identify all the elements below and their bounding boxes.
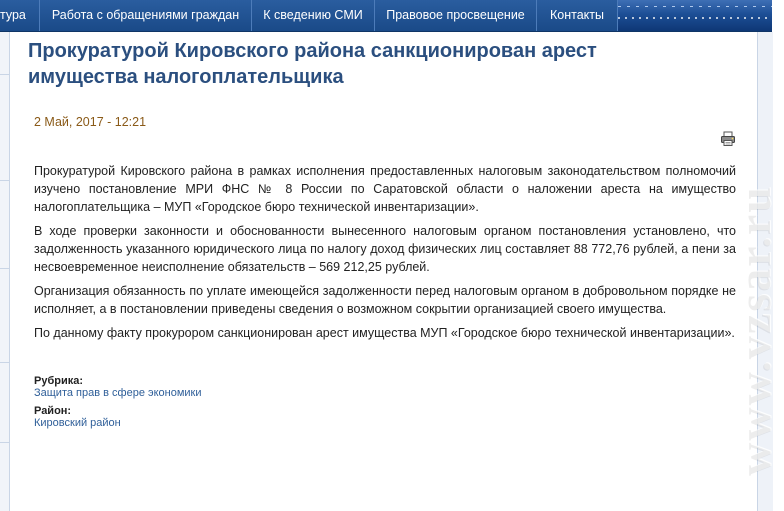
nav-item-prokuratura[interactable]: тура xyxy=(0,0,40,31)
nav-item-media[interactable]: К сведению СМИ xyxy=(252,0,375,31)
right-sidebar-edge xyxy=(757,32,773,511)
rubric-link[interactable]: Защита прав в сфере экономики xyxy=(34,387,202,399)
article-paragraph: Прокуратурой Кировского района в рамках исполнения предоставленных налоговым законодательством полномочий изучено постановление МРИ ФНС № 8 России по Саратовской области о наложении ареста на имущество налогоплательщика – МУП «Городское бюро технической инвентаризации». xyxy=(34,164,736,214)
district-link[interactable]: Кировский район xyxy=(34,417,121,429)
rubric-label: Рубрика: xyxy=(34,375,84,387)
left-sidebar-edge xyxy=(0,32,10,511)
nav-item-contacts[interactable]: Контакты xyxy=(537,0,618,31)
printer-icon[interactable] xyxy=(720,131,736,147)
nav-item-citizen-appeals[interactable]: Работа с обращениями граждан xyxy=(40,0,252,31)
district-label: Район: xyxy=(34,405,72,417)
article-body xyxy=(34,162,736,348)
watermark-text: www.vzsar.ru xyxy=(728,184,780,476)
article-date: 2 Май, 2017 - 12:21 xyxy=(34,115,147,129)
rubric-block xyxy=(34,375,434,399)
article-paragraph: Организация обязанность по уплате имеющейся задолженности перед налоговым органом в добровольном порядке не исполняет, а в постановлении приведены сведения о возможном сокрытии организацией своего имущества. xyxy=(34,284,736,316)
top-navigation xyxy=(0,0,772,32)
header-decoration xyxy=(618,0,772,31)
nav-item-legal-education[interactable]: Правовое просвещение xyxy=(375,0,537,31)
district-block xyxy=(34,405,434,429)
page-title: Прокуратурой Кировского района санкционирован арест имущества налогоплательщика xyxy=(28,40,597,88)
article-paragraph: В ходе проверки законности и обоснованности вынесенного налоговым органом постановления установлено, что задолженность указанного юридического лица по налогу доход физических лиц составляет 88 772,76 рублей, а пени за несвоевременное неисполнение обязательств – 569 212,25 рублей. xyxy=(34,224,736,274)
article-paragraph: По данному факту прокурором санкционирован арест имущества МУП «Городское бюро технической инвентаризации». xyxy=(34,326,735,340)
